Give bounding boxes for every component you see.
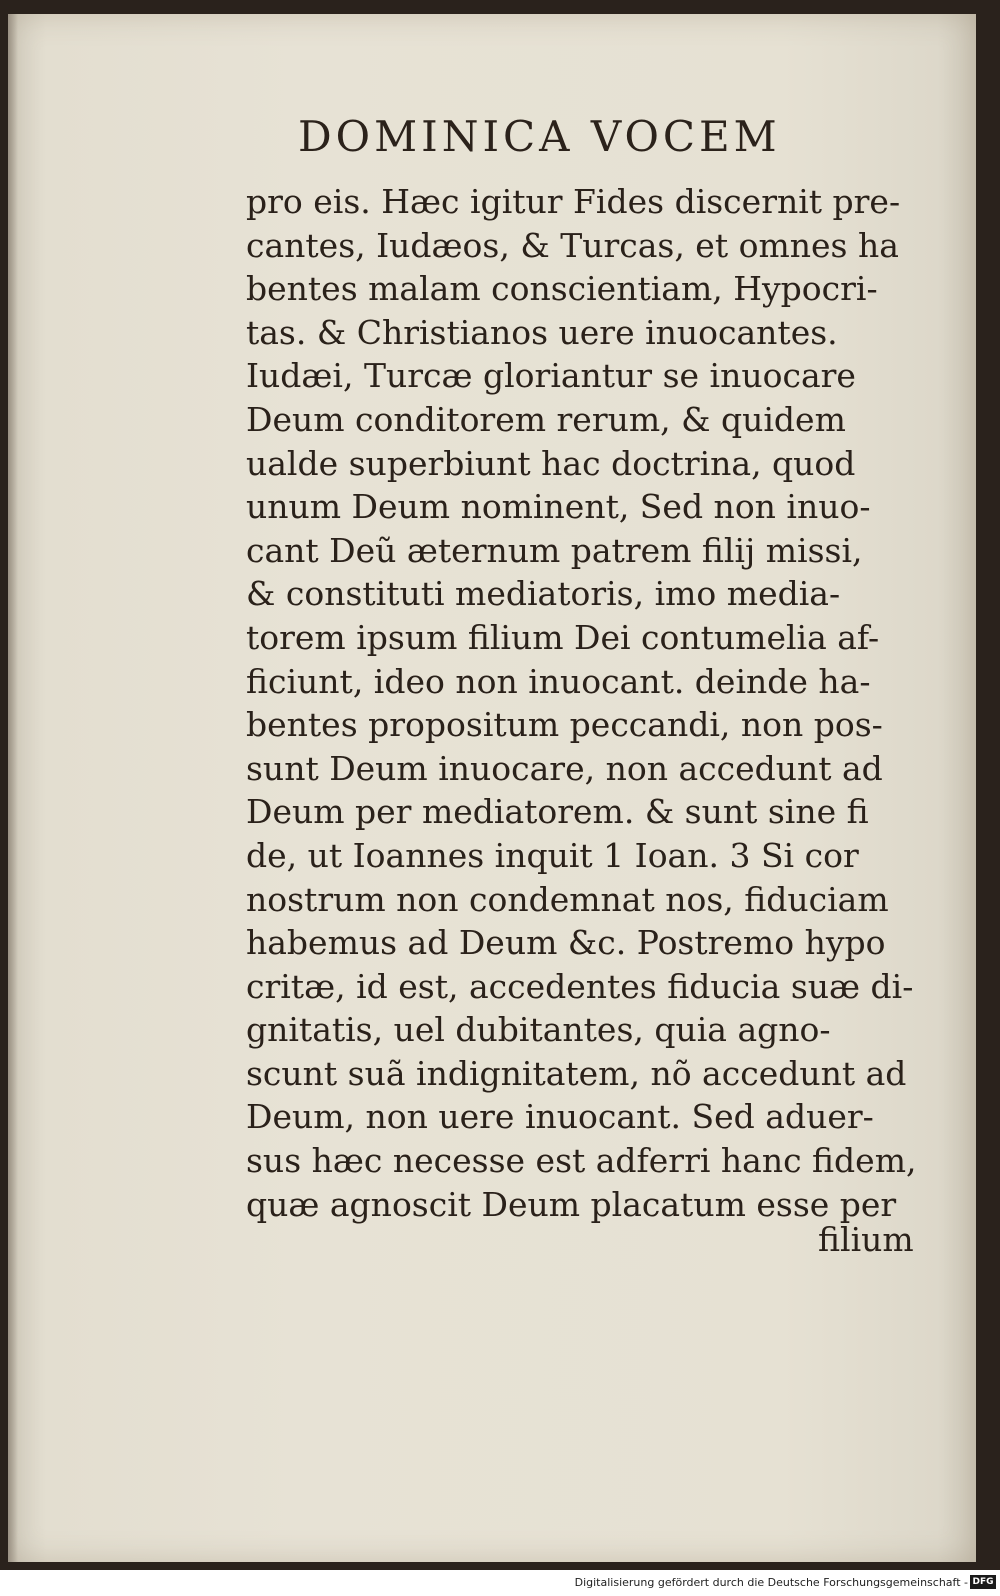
- text-line: cant Deũ æternum patrem filij missi,: [246, 530, 863, 570]
- catchword: filium: [818, 1220, 914, 1259]
- text-line: gnitatis, uel dubitantes, quia agno-: [246, 1010, 831, 1050]
- text-line: Deum per mediatorem. & sunt sine fi: [246, 792, 869, 832]
- page-heading: DOMINICA VOCEM: [298, 112, 781, 161]
- text-line: bentes propositum peccandi, non pos-: [246, 705, 883, 745]
- text-line: cantes, Iudæos, & Turcas, et omnes ha: [246, 225, 899, 265]
- body-text: [246, 180, 926, 1226]
- text-line: scunt suã indignitatem, nõ accedunt ad: [246, 1053, 907, 1093]
- text-line: unum Deum nominent, Sed non inuo-: [246, 487, 871, 527]
- text-line: sus hæc necesse est adferri hanc fidem,: [246, 1141, 917, 1181]
- text-line: nostrum non condemnat nos, fiduciam: [246, 879, 889, 919]
- text-line: quæ agnoscit Deum placatum esse per: [246, 1184, 897, 1224]
- text-line: sunt Deum inuocare, non accedunt ad: [246, 748, 883, 788]
- page-edge: [8, 14, 18, 1562]
- text-line: & constituti mediatoris, imo media-: [246, 574, 841, 614]
- text-line: torem ipsum filium Dei contumelia af-: [246, 617, 880, 657]
- text-line: tas. & Christianos uere inuocantes.: [246, 312, 838, 352]
- dfg-logo: DFG: [970, 1575, 996, 1589]
- text-line: Iudæi, Turcæ gloriantur se inuocare: [246, 356, 856, 396]
- text-line: Deum conditorem rerum, & quidem: [246, 399, 846, 439]
- text-line: ficiunt, ideo non inuocant. deinde ha-: [246, 661, 871, 701]
- text-line: ualde superbiunt hac doctrina, quod: [246, 443, 856, 483]
- text-line: critæ, id est, accedentes fiducia suæ di-: [246, 966, 914, 1006]
- text-line: pro eis. Hæc igitur Fides discernit pre-: [246, 182, 901, 221]
- text-line: bentes malam conscientiam, Hypocri-: [246, 269, 878, 309]
- footer-bar: [0, 1572, 1000, 1596]
- funding-credit: Digitalisierung gefördert durch die Deutsche Forschungsgemeinschaft -: [574, 1576, 968, 1589]
- text-line: Deum, non uere inuocant. Sed aduer-: [246, 1097, 874, 1137]
- text-line: habemus ad Deum &c. Postremo hypo: [246, 923, 886, 963]
- text-line: de, ut Ioannes inquit 1 Ioan. 3 Si cor: [246, 835, 859, 875]
